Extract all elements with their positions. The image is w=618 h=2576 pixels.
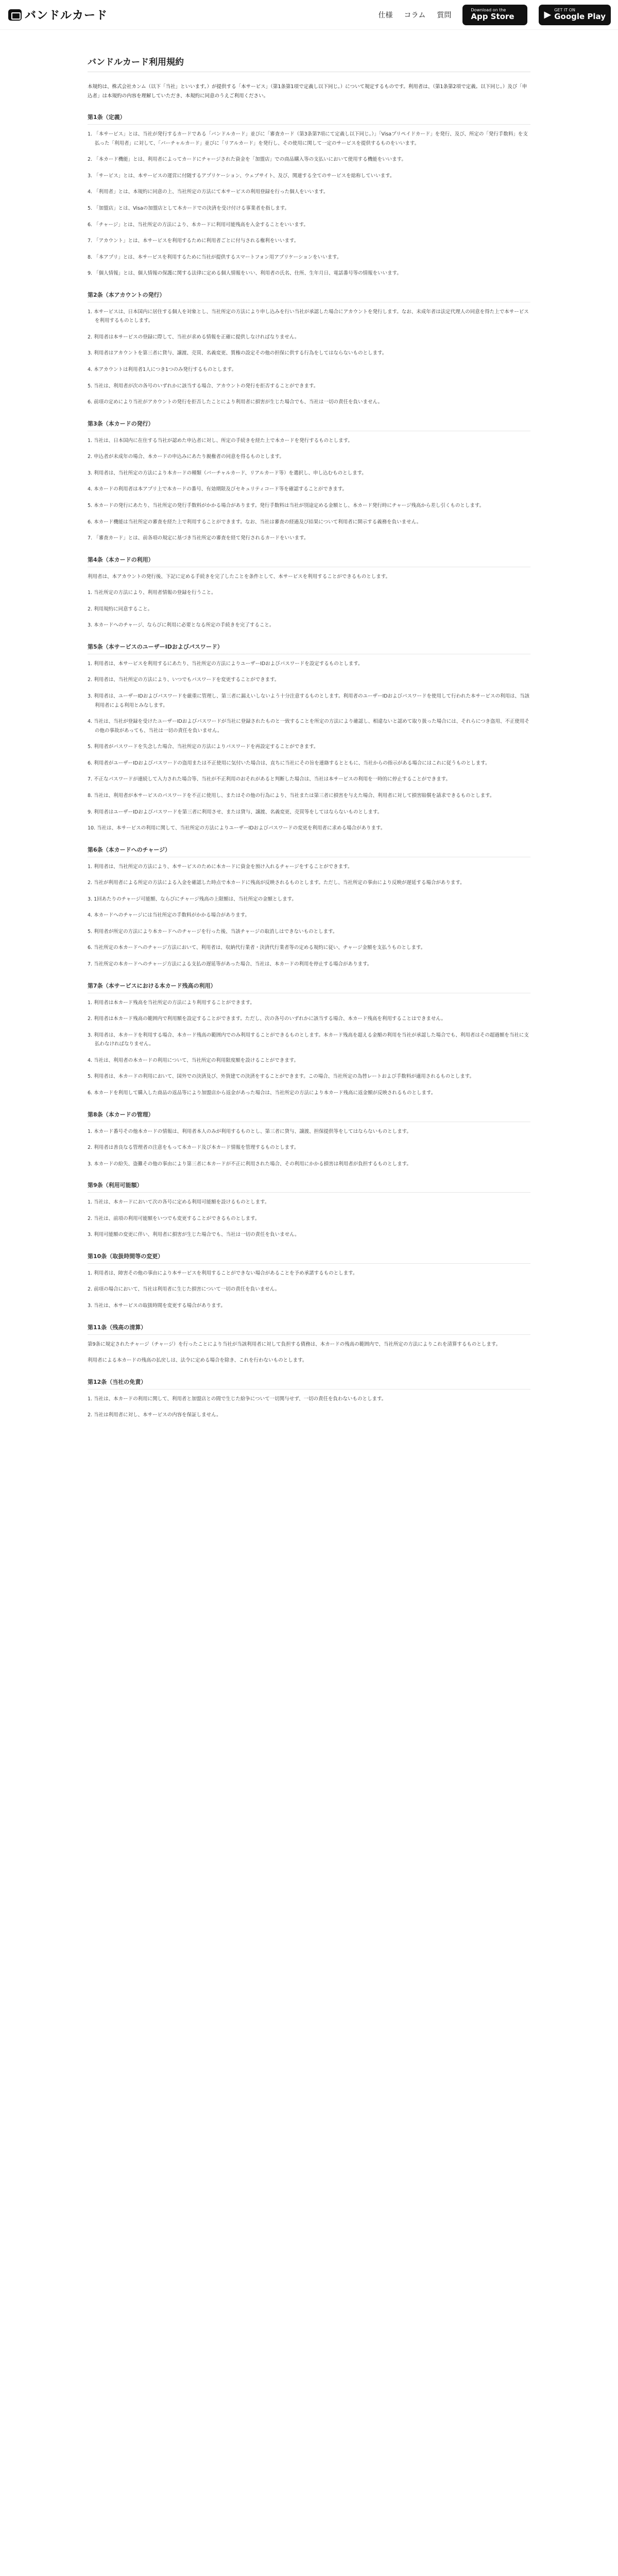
clause-item: 3. 本カードの紛失、盗難その他の事由により第三者に本カードが不正に利用された場合、その利用にかかる損害は利用者が負担するものとします。 xyxy=(88,1161,411,1167)
header-nav xyxy=(379,5,611,25)
google-play-button[interactable] xyxy=(539,5,611,25)
clause-item: 4. 当社は、利用者の本カードの利用について、当社所定の利用限度額を設けることができます。 xyxy=(88,1057,299,1063)
clause-item: 9. 利用者はユーザーIDおよびパスワードを第三者に利用させ、または貸与、譲渡、名義変更、売買等をしてはならないものとします。 xyxy=(88,809,383,815)
google-play-small: GET IT ON xyxy=(554,8,575,13)
clause-item: 6. 本カードを利用して購入した商品の返品等により加盟店から返金があった場合は、当社所定の方法により本カード残高に返金額が反映されるものとします。 xyxy=(88,1090,436,1096)
clause-item: 1. 本カード番号その他本カードの情報は、利用者本人のみが利用するものとし、第三者に貸与、譲渡、担保提供等をしてはならないものとします。 xyxy=(88,1128,411,1134)
clause-item: 9. 「個人情報」とは、個人情報の保護に関する法律に定める個人情報をいい、利用者の氏名、住所、生年月日、電話番号等の情報をいいます。 xyxy=(88,270,402,277)
clause-item: 3. 利用者は、当社所定の方法により本カードの種類（バーチャルカード、リアルカード等）を選択し、申し込むものとします。 xyxy=(88,470,367,476)
clause-item: 1. 当社所定の方法により、利用者情報の登録を行うこと。 xyxy=(88,590,216,596)
article-title: 第5条（本サービスのユーザーIDおよびパスワード） xyxy=(88,637,530,654)
clause-item: 1. 利用者は本カード残高を当社所定の方法により利用することができます。 xyxy=(88,999,255,1006)
article-section xyxy=(88,840,530,969)
clause-item: 3. 利用者はアカウントを第三者に貸与、譲渡、売買、名義変更、質権の設定その他の担保に供する行為をしてはならないものとします。 xyxy=(88,350,387,357)
clause-list xyxy=(88,1395,530,1420)
app-store-big: App Store xyxy=(471,11,514,21)
clause-item: 4. 当社は、当社が登録を受けたユーザーIDおよびパスワードが当社に登録されたものと一致することを所定の方法により確認し、相違ないと認めて取り扱った場合には、それらにつき盗用、不正使用その他の事故があっても、当社は一切の責任を負いません。 xyxy=(88,719,530,734)
clause-item: 2. 申込者が未成年の場合、本カードの申込みにあたり親権者の同意を得るものとします。 xyxy=(88,454,284,460)
clause-item: 2. 利用者は本カード残高の範囲内で利用額を設定することができます。ただし、次の各号のいずれかに該当する場合、本カード残高を利用することはできません。 xyxy=(88,1016,446,1022)
clause-item: 1. 当社は、日本国内に在住する当社が認めた申込者に対し、所定の手続きを経た上で本カードを発行するものとします。 xyxy=(88,437,353,444)
article-section xyxy=(88,108,530,278)
clause-list xyxy=(88,1127,530,1169)
clause-item: 3. 「サービス」とは、本サービスの運営に付随するアプリケーション、ウェブサイト、及び、関連する全てのサービスを総称していいます。 xyxy=(88,173,395,179)
clause-list xyxy=(88,1340,530,1365)
clause-item: 2. 利用者は、当社所定の方法により、いつでもパスワードを変更することができます。 xyxy=(88,677,280,683)
site-header xyxy=(0,0,618,30)
article-section xyxy=(88,1105,530,1169)
clause-item: 4. 本カードへのチャージには当社所定の手数料がかかる場合があります。 xyxy=(88,912,250,919)
article-title: 第12条（当社の免責） xyxy=(88,1372,530,1389)
article-title: 第7条（本サービスにおける本カード残高の利用） xyxy=(88,976,530,993)
clause-item: 3. 利用可能額の変更に伴い、利用者に損害が生じた場合でも、当社は一切の責任を負いません。 xyxy=(88,1232,300,1238)
article-title: 第8条（本カードの管理） xyxy=(88,1105,530,1122)
clause-item: 1. 当社は、本カードの利用に関して、利用者と加盟店との間で生じた紛争について一切関与せず、一切の責任を負わないものとします。 xyxy=(88,1396,387,1402)
article-title: 第10条（取扱時間等の変更） xyxy=(88,1247,530,1264)
app-store-button[interactable] xyxy=(462,5,527,25)
article-section xyxy=(88,976,530,1098)
clause-item: 3. 当社は、本サービスの取扱時間を変更する場合があります。 xyxy=(88,1303,226,1309)
clause-item: 5. 「加盟店」とは、Visaの加盟店として本カードでの決済を受け付ける事業者を指します。 xyxy=(88,205,290,211)
clause-item: 10. 当社は、本サービスの利用に関して、当社所定の方法によりユーザーIDおよびパスワードの変更を利用者に求める場合があります。 xyxy=(88,825,386,832)
article-title: 第2条（本アカウントの発行） xyxy=(88,285,530,302)
clause-list xyxy=(88,1269,530,1311)
clause-list xyxy=(88,659,530,833)
clause-list xyxy=(88,1198,530,1240)
article-section xyxy=(88,550,530,630)
play-icon: ▶ xyxy=(544,9,552,20)
article-section xyxy=(88,1176,530,1240)
clause-item: 6. 本カード機能は当社所定の審査を経た上で利用することができます。なお、当社は審査の経過及び結果について利用者に開示する義務を負いません。 xyxy=(88,519,422,525)
article-section xyxy=(88,414,530,543)
clause-item: 第9条に規定されたチャージ（チャージ）を行ったことにより当社が当該利用者に対して負担する債務は、本カードの残高の範囲内で、当社所定の方法によりこれを清算するものとします。 xyxy=(88,1341,501,1347)
terms-document xyxy=(88,55,530,1420)
article-section xyxy=(88,285,530,407)
clause-item: 7. 当社所定の本カードへのチャージ方法による支払の遅延等があった場合、当社は、本カードの利用を停止する場合があります。 xyxy=(88,961,372,967)
clause-item: 8. 「本アプリ」とは、本サービスを利用するために当社が提供するスマートフォン用アプリケーションをいいます。 xyxy=(88,254,342,260)
article-title: 第6条（本カードへのチャージ） xyxy=(88,840,530,857)
clause-list xyxy=(88,572,530,630)
article-section xyxy=(88,1372,530,1420)
clause-item: 2. 「本カード機能」とは、利用者によってカードにチャージされた資金を「加盟店」での商品購入等の支払いにおいて使用する機能をいいます。 xyxy=(88,157,406,163)
clause-list xyxy=(88,998,530,1098)
google-play-big: Google Play xyxy=(554,11,606,21)
article-section xyxy=(88,1318,530,1365)
article-title: 第3条（本カードの発行） xyxy=(88,414,530,431)
clause-item: 1. 利用者は、本サービスを利用するにあたり、当社所定の方法によりユーザーIDおよびパスワードを設定するものとします。 xyxy=(88,660,363,667)
nav-link-column[interactable]: コラム xyxy=(404,11,426,20)
article-title: 第11条（残高の清算） xyxy=(88,1318,530,1335)
app-store-small: Download on the xyxy=(471,8,506,13)
clause-item: 6. 「チャージ」とは、当社所定の方法により、本カードに利用可能残高を入金することをいいます。 xyxy=(88,222,308,228)
clause-item: 利用者は、本アカウントの発行後、下記に定める手続きを完了したことを条件として、本サービスを利用することができるものとします。 xyxy=(88,573,390,580)
clause-item: 7. 不正なパスワードが連続して入力された場合等、当社が不正利用のおそれがあると判断した場合は、当社は本サービスの利用を一時的に停止することができます。 xyxy=(88,776,451,783)
clause-item: 2. 利用者は本サービスの登録に際して、当社が求める情報を正確に提供しなければなりません。 xyxy=(88,334,300,340)
clause-list xyxy=(88,308,530,407)
clause-item: 利用者による本カードの残高の払戻しは、法令に定める場合を除き、これを行わないものとします。 xyxy=(88,1358,307,1364)
clause-item: 1. 「本サービス」とは、当社が発行するカードである「バンドルカード」並びに「審査カード（第3条第7項にて定義し以下同じ。）」「Visaプリペイドカード」を発行、及び、所定の「発行手数料」を支払った「利用者」に対して、「バーチャルカード」並びに「リアルカード」を発行し、その使用に関して一定のサービスを提供するものをいいます。 xyxy=(88,131,528,146)
card-icon xyxy=(8,9,22,21)
clause-item: 4. 「利用者」とは、本規約に同意の上、当社所定の方法にて本サービスの利用登録を行った個人をいいます。 xyxy=(88,189,329,195)
clause-item: 5. 本カードの発行にあたり、当社所定の発行手数料がかかる場合があります。発行手数料は当社が別途定める金額とし、本カード発行時にチャージ残高から差し引くものとします。 xyxy=(88,502,485,509)
clause-item: 2. 当社は利用者に対し、本サービスの内容を保証しません。 xyxy=(88,1412,221,1418)
clause-item: 2. 当社が利用者による所定の方法による入金を確認した時点で本カードに残高が反映されるものとします。ただし、当社所定の事由により反映が遅延する場合があります。 xyxy=(88,880,465,886)
clause-list xyxy=(88,862,530,969)
clause-item: 2. 当社は、前項の利用可能額をいつでも変更することができるものとします。 xyxy=(88,1215,260,1222)
clause-item: 3. 本カードへのチャージ、ならびに利用に必要となる所定の手続きを完了すること。 xyxy=(88,622,274,629)
clause-item: 6. 前項の定めにより当社がアカウントの発行を拒否したことにより利用者に損害が生じた場合でも、当社は一切の責任を負いません。 xyxy=(88,399,383,405)
clause-item: 1. 当社は、本カードにおいて次の各号に定める利用可能額を設けるものとします。 xyxy=(88,1199,270,1206)
clause-item: 8. 当社は、利用者が本サービスのパスワードを不正に使用し、またはその他の行為により、当社または第三者に損害を与えた場合、利用者に対して損害賠償を請求できるものとします。 xyxy=(88,792,495,799)
clause-item: 3. 利用者は、本カードを利用する場合、本カード残高の範囲内でのみ利用することができるものとします。本カード残高を超える金額の利用を当社が承認した場合でも、利用者はその超過額を当社に支払わなければなりません。 xyxy=(88,1032,529,1047)
clause-item: 1. 利用者は、障害その他の事由により本サービスを利用することができない場合があることを予め承諾するものとします。 xyxy=(88,1270,358,1276)
clause-item: 7. 「審査カード」とは、前各項の規定に基づき当社所定の審査を経て発行されるカードをいいます。 xyxy=(88,535,309,541)
article-title: 第4条（本カードの利用） xyxy=(88,550,530,567)
articles-container xyxy=(88,108,530,1420)
clause-list xyxy=(88,130,530,278)
article-section xyxy=(88,637,530,833)
page-title: バンドルカード利用規約 xyxy=(88,55,530,72)
nav-link-spec[interactable]: 仕様 xyxy=(378,11,393,20)
clause-item: 1. 利用者は、当社所定の方法により、本サービスのために本カードに資金を預け入れるチャージをすることができます。 xyxy=(88,863,353,870)
clause-item: 4. 本アカウントは利用者1人につき1つのみ発行するものとします。 xyxy=(88,367,237,372)
clause-item: 3. 1回あたりのチャージ可能額、ならびにチャージ残高の上限額は、当社所定の金額とします。 xyxy=(88,896,297,902)
article-title: 第1条（定義） xyxy=(88,108,530,125)
clause-item: 5. 利用者が所定の方法により本カードへのチャージを行った後、当該チャージの取消しはできないものとします。 xyxy=(88,928,338,935)
clause-list xyxy=(88,436,530,543)
clause-item: 5. 利用者は、本カードの利用において、国外での決済及び、外貨建ての決済をすることができます。この場合、当社所定の為替レートおよび手数料が適用されるものとします。 xyxy=(88,1074,474,1080)
clause-item: 5. 当社は、利用者が次の各号のいずれかに該当する場合、アカウントの発行を拒否することができます。 xyxy=(88,383,319,389)
logo-text: バンドルカード xyxy=(25,9,108,22)
clause-item: 2. 前項の場合において、当社は利用者に生じた損害について一切の責任を負いません。 xyxy=(88,1286,280,1293)
clause-item: 1. 本サービスは、日本国内に居住する個人を対象とし、当社所定の方法により申し込みを行い当社が承認した場合にアカウントを発行します。なお、未成年者は法定代理人の同意を得た上で本サービスを利用するものとします。 xyxy=(88,309,529,324)
article-section xyxy=(88,1247,530,1311)
logo[interactable] xyxy=(8,7,108,23)
clause-item: 6. 利用者がユーザーIDおよびパスワードの盗用または不正使用に気付いた場合は、直ちに当社にその旨を連絡するとともに、当社からの指示がある場合にはこれに従うものとします。 xyxy=(88,760,490,766)
intro-paragraph: 本規約は、株式会社カンム（以下「当社」といいます。）が提供する「本サービス」（第1条第1項で定義し以下同じ。）について規定するものです。利用者は、（第1条第2項で定義。以下同じ。）及び「申込者」は本規約の内容を理解していただき、本規約に同意のうえご利用ください。 xyxy=(88,84,527,99)
clause-item: 2. 利用者は善良なる管理者の注意をもって本カード及び本カード情報を管理するものとします。 xyxy=(88,1145,299,1151)
clause-item: 6. 当社所定の本カードへのチャージ方法において、利用者は、収納代行業者・決済代行業者等の定める規約に従い、チャージ金額を支払うものとします。 xyxy=(88,945,426,951)
clause-item: 5. 利用者がパスワードを失念した場合、当社所定の方法によりパスワードを再設定することができます。 xyxy=(88,744,319,750)
article-title: 第9条（利用可能額） xyxy=(88,1176,530,1193)
clause-item: 7. 「アカウント」とは、本サービスを利用するために利用者ごとに付与される権利をいいます。 xyxy=(88,238,299,244)
nav-link-faq[interactable]: 質問 xyxy=(437,11,452,20)
clause-item: 2. 利用規約に同意すること。 xyxy=(88,606,153,612)
clause-item: 3. 利用者は、ユーザーIDおよびパスワードを厳重に管理し、第三者に漏えいしないよう十分注意するものとします。利用者のユーザーIDおよびパスワードを使用して行われた本サービスの利用は、当該利用者による利用とみなします。 xyxy=(88,693,530,708)
clause-item: 4. 本カードの利用者は本アプリ上で本カードの番号、有効期限及びセキュリティコード等を確認することができます。 xyxy=(88,486,347,493)
